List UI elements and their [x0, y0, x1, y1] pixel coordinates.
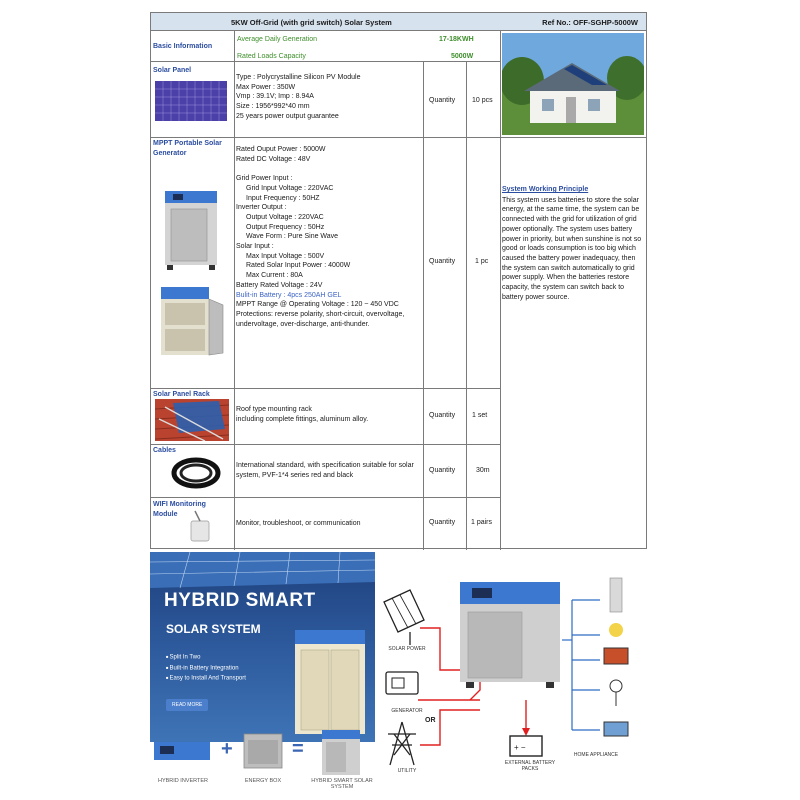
hybrid-system-image: [318, 728, 364, 778]
plus-sign: +: [221, 738, 233, 760]
spec-line: Grid Input Voltage : 220VAC: [246, 184, 334, 192]
grid-line: [151, 137, 500, 138]
spec-line: Solar Input :: [236, 243, 274, 251]
cables-quantity: 30m: [476, 467, 490, 474]
spec-line: Inverter Output :: [236, 204, 287, 212]
grid-line: [466, 61, 467, 550]
spec-line: Rated Solar Input Power : 4000W: [246, 262, 351, 270]
system-diagram: [380, 550, 800, 800]
daily-generation-value: 17-18KWH: [439, 36, 474, 43]
tv-icon: [604, 648, 628, 664]
mppt-quantity: 1 pc: [475, 258, 489, 265]
spec-line: Bulit-in Battery : 4pcs 250AH GEL: [236, 291, 342, 299]
rack-image: [155, 399, 229, 441]
read-more-button[interactable]: READ MORE: [166, 699, 208, 711]
inverter-image: [152, 736, 212, 766]
spec-line: Protections: reverse polarity, short-circuit, overvoltage, undervoltage, over-discharge, anti-thunder.: [236, 310, 405, 328]
generator-label: GENERATOR: [391, 708, 423, 714]
quantity-label: Quantity: [429, 97, 456, 104]
mppt-label: MPPT Portable Solar Generator: [153, 140, 222, 157]
solar-panel-image: [155, 81, 227, 121]
spec-table: [150, 12, 647, 549]
spec-line: Input Frequency : 50HZ: [246, 194, 320, 202]
spec-line: Max Input Voltage : 500V: [246, 252, 325, 260]
spec-line: MPPT Range @ Operating Voltage : 120 ~ 450 VDC: [236, 301, 399, 309]
rack-label: Solar Panel Rack: [153, 391, 210, 398]
cables-label: Cables: [153, 447, 176, 454]
quantity-label: Quantity: [429, 467, 456, 474]
solar-panel-label: Solar Panel: [153, 67, 192, 74]
generator-open-image: [159, 285, 225, 359]
utility-label: UTILITY: [397, 768, 417, 774]
wifi-label: WIFI Monitoring Module: [153, 501, 206, 518]
spec-line: Vmp : 39.1V; Imp : 8.94A: [236, 93, 314, 101]
grid-line: [151, 388, 500, 389]
spec-line: Rated Ouput Power : 5000W: [236, 146, 326, 153]
utility-tower-icon: [388, 722, 416, 765]
spec-line: including complete fittings, aluminum alloy.: [236, 415, 369, 423]
grid-line: [500, 31, 501, 550]
spec-line: Roof type mounting rack: [236, 406, 312, 413]
table-header: [151, 13, 646, 31]
solar-power-label: SOLAR POWER: [388, 646, 426, 652]
energy-box-label: ENERGY BOX: [244, 778, 282, 784]
grid-line: [500, 137, 646, 138]
grid-line: [151, 497, 500, 498]
wifi-specs: Monitor, troubleshoot, or communication: [236, 520, 361, 527]
energy-box-image: [240, 730, 286, 774]
or-label: OR: [425, 717, 436, 724]
fan-icon: [610, 680, 622, 692]
quantity-label: Quantity: [429, 258, 456, 265]
monitor-icon: [604, 722, 628, 736]
home-appliance-label: HOME APPLIANCE: [573, 752, 619, 758]
house-photo: [502, 33, 644, 135]
solar-panel-specs: [236, 73, 421, 122]
equals-sign: =: [292, 738, 304, 760]
spec-line: Battery Rated Voltage : 24V: [236, 281, 323, 289]
spec-line: Output Frequency : 50Hz: [246, 223, 325, 231]
quantity-label: Quantity: [429, 412, 456, 419]
wifi-module-image: [185, 509, 215, 545]
spec-line: Type : Polycrystalline Silicon PV Module: [236, 74, 361, 81]
external-battery-label: EXTERNAL BATTERY PACKS: [504, 760, 556, 772]
spec-line: Rated DC Voltage : 48V: [236, 155, 311, 163]
banner-title: HYBRID SMART: [164, 590, 316, 611]
inverter-label: HYBRID INVERTER: [157, 778, 209, 784]
spec-line: Max Power : 350W: [236, 83, 296, 91]
banner-subtitle: SOLAR SYSTEM: [166, 622, 261, 636]
banner-cabinet-image: [285, 628, 375, 738]
quantity-label: Quantity: [429, 519, 456, 526]
wifi-quantity: 1 pairs: [471, 519, 493, 526]
feature-item: ■ Built-in Battery Integration: [166, 663, 246, 674]
loads-capacity-label: Rated Loads Capacity: [237, 53, 306, 60]
principle-title: System Working Principle: [502, 186, 589, 193]
grid-line: [234, 31, 235, 550]
grid-line: [423, 61, 424, 550]
grid-line: [151, 444, 500, 445]
spec-line: Size : 1956*992*40 mm: [236, 103, 310, 111]
table-title: 5KW Off-Grid (with grid switch) Solar System: [231, 18, 392, 27]
loads-capacity-value: 5000W: [451, 53, 474, 60]
cables-specs: International standard, with specification suitable for solar system, PVF-1*4 series red and black: [236, 462, 414, 479]
solar-panel-icon: [384, 590, 424, 645]
grid-line: [151, 61, 500, 62]
battery-icon: [510, 736, 542, 756]
rack-quantity: 1 set: [472, 412, 488, 419]
basic-info-label: Basic Information: [153, 43, 213, 50]
spec-line: Grid Power Input :: [236, 175, 293, 183]
mppt-specs: [236, 145, 422, 329]
ref-number: Ref No.: OFF-SGHP-5000W: [542, 18, 638, 27]
bulb-icon: [609, 623, 623, 637]
rack-specs: [236, 405, 422, 424]
feature-item: ■ Split In Two: [166, 652, 246, 663]
principle-body: This system uses batteries to store the solar energy, at the same time, the system can be connected with the grid for utilization of grid power optionally. The system uses battery power in priority, but when sunshine is not so good or loads consumption is too big which caused the battery power inadequacy, then the system can switch automatically to grid power supply. When the batteries restore capacity, the system can switch back to battery power source.: [502, 196, 642, 301]
feature-item: ■ Easy to Install And Transport: [166, 673, 246, 684]
spec-line: Output Voltage : 220VAC: [246, 213, 324, 221]
solar-panel-quantity: 10 pcs: [472, 97, 493, 104]
fridge-icon: [610, 578, 622, 612]
spec-line: Wave Form : Pure Sine Wave: [246, 233, 339, 241]
cable-image: [171, 453, 221, 493]
cabinet-image: [460, 582, 560, 688]
spec-line: Max Current : 80A: [246, 272, 303, 280]
banner-features: [166, 652, 246, 684]
spec-line: 25 years power output guarantee: [236, 112, 339, 120]
generator-icon: [386, 672, 418, 694]
hybrid-banner: [150, 552, 375, 742]
svg-text:+ −: + −: [514, 743, 526, 752]
output-lines: [562, 600, 600, 730]
daily-generation-label: Average Daily Generation: [237, 36, 318, 43]
generator-image: [161, 189, 221, 271]
working-principle: [502, 185, 644, 302]
hybrid-system-label: HYBRID SMART SOLAR SYSTEM: [311, 778, 373, 790]
